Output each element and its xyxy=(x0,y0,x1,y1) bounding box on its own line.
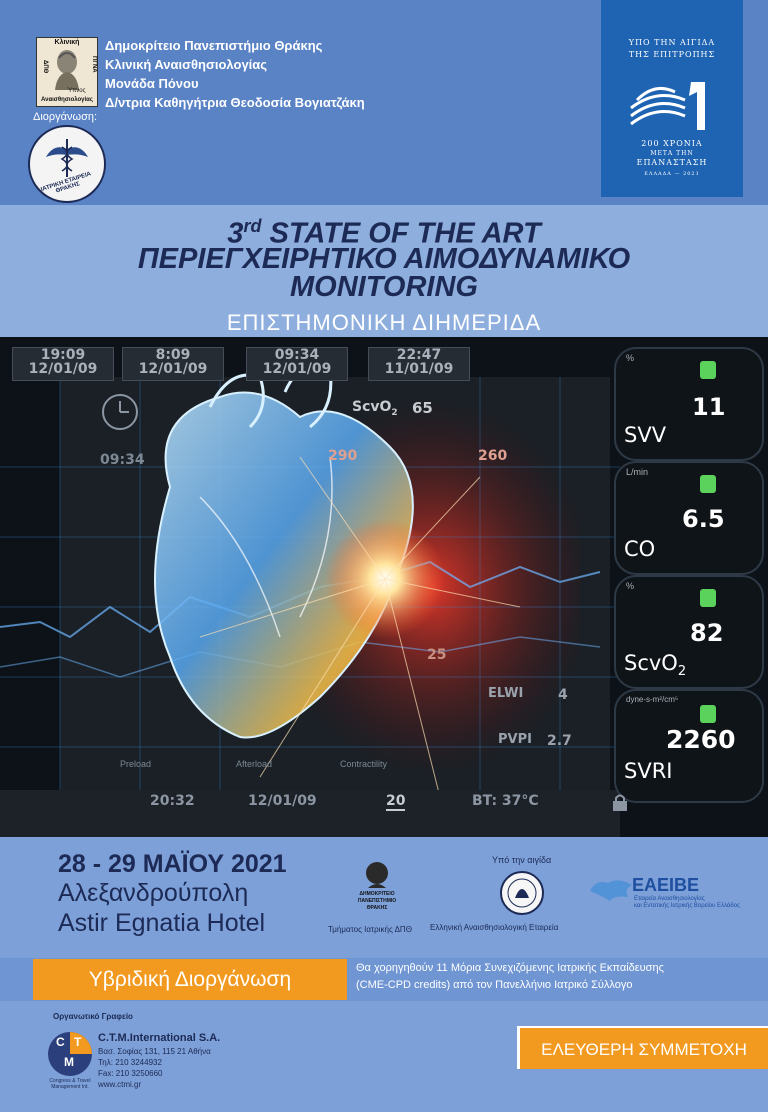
free-participation: ΕΛΕΥΘΕΡΗ ΣΥΜΜΕΤΟΧΗ xyxy=(517,1026,768,1069)
panel-svri-value: 2260 xyxy=(666,725,736,754)
bottom-bar-date: 12/01/09 xyxy=(248,793,317,809)
aegis-line6: ΕΛΛΑΔΑ — 2021 xyxy=(644,171,700,177)
office-web: www.ctmi.gr xyxy=(98,1080,142,1089)
inner-scvo2-text: ScvO xyxy=(352,399,392,415)
panel-svv-label xyxy=(624,423,666,447)
inner-pvpi-value: 2.7 xyxy=(547,733,572,749)
monitor-tab-1-time: 19:09 xyxy=(40,347,86,363)
monitor-panel-scvo2 xyxy=(614,575,764,689)
office-label: Οργανωτικό Γραφείο xyxy=(53,1012,133,1021)
ctm-letter-c: C xyxy=(56,1035,65,1049)
monitor-panel-svri xyxy=(614,689,764,803)
inner-scvo2-label xyxy=(352,399,398,418)
inner-small-afterload: Afterload xyxy=(236,759,273,769)
panel-svv-unit: % xyxy=(626,353,635,363)
clinic-logo xyxy=(36,37,98,107)
title-line2: ΠΕΡΙΕΓΧΕΙΡΗΤΙΚΟ ΑΙΜΟΔΥΝΑΜΙΚΟ xyxy=(137,243,631,275)
monitor-tab-3-time: 09:34 xyxy=(274,347,320,363)
office-fax: Fax: 210 3250660 xyxy=(98,1069,163,1078)
panel-co-unit: L/min xyxy=(626,467,649,477)
ctm-logo xyxy=(48,1032,92,1076)
event-venue: Astir Egnatia Hotel xyxy=(58,909,266,937)
ctm-letter-m: M xyxy=(64,1055,74,1069)
organizer-label: Διοργάνωση: xyxy=(33,111,98,123)
duth-line2: ΠΑΝΕΠΙΣΤΗΜΙΟ xyxy=(357,898,397,904)
duth-logo xyxy=(352,860,402,930)
event-city: Αλεξανδρούπολη xyxy=(58,879,249,907)
monitor-tab-2 xyxy=(122,347,224,381)
hellenic-anaesthesiology-logo-icon xyxy=(499,870,545,916)
monitor-tab-2-date: 12/01/09 xyxy=(138,361,208,377)
clinic-logo-right: ΠΓΝΑ xyxy=(91,56,97,73)
inner-value-290: 290 xyxy=(328,448,358,464)
aegis-line4: ΜΕΤΑ ΤΗΝ xyxy=(650,150,694,157)
monitor-tab-2-time: 8:09 xyxy=(155,347,191,363)
hybrid-label: Υβριδική Διοργάνωση xyxy=(33,959,347,1000)
aegis-1821-box xyxy=(601,0,743,197)
ctm-logo-caption: Congress & Travel Management Int. xyxy=(49,1078,91,1090)
header-lines xyxy=(105,36,365,112)
office-address: Βασ. Σοφίας 131, 115 21 Αθήνα xyxy=(98,1047,211,1056)
monitor-panel-svv xyxy=(614,347,764,461)
clinic-logo-bottom1: Ύπνος xyxy=(67,88,86,94)
subtitle: ΕΠΙΣΤΗΜΟΝΙΚΗ ΔΙΗΜΕΡΙΔΑ xyxy=(226,310,542,335)
monitor-tab-4 xyxy=(368,347,470,381)
bottom-bar-value: 20 xyxy=(386,793,406,809)
event-dates: 28 - 29 ΜΑΪΟΥ 2021 xyxy=(58,850,287,878)
panel-svri-label-text: SVRI xyxy=(624,759,673,783)
aegis-line2: ΤΗΣ ΕΠΙΤΡΟΠΗΣ xyxy=(628,50,716,59)
clinic-logo-top: Κλινική xyxy=(54,39,80,46)
inner-value-260: 260 xyxy=(478,448,508,464)
eaeibe-line1: Εταιρεία Αναισθησιολογίας xyxy=(634,896,705,902)
panel-svri-label xyxy=(624,759,672,783)
office-company: C.T.M.International S.A. xyxy=(98,1032,221,1044)
eaeibe-line2: και Εντατικής Ιατρικής Βορείου Ελλάδος xyxy=(634,903,740,909)
inner-elwi-label: ELWI xyxy=(488,686,524,701)
ctm-letter-t: T xyxy=(74,1035,82,1049)
title-band xyxy=(0,205,768,337)
aegis-label: Υπό την αιγίδα xyxy=(492,855,552,865)
panel-scvo2-label-text: ScvO xyxy=(624,651,678,675)
duth-line3: ΘΡΑΚΗΣ xyxy=(366,905,388,911)
medical-society-ring-text: ΙΑΤΡΙΚΗ ΕΤΑΙΡΕΙΑ ΘΡΑΚΗΣ xyxy=(40,171,92,195)
medical-society-logo xyxy=(28,125,106,203)
clinic-logo-bottom2: Αναισθησιολογίας xyxy=(41,97,93,103)
bottom-bar-bt: BT: 37°C xyxy=(472,793,539,809)
cme-line2: (CME-CPD credits) από τον Πανελλήνιο Ιατρικό Σύλλογο xyxy=(356,979,633,991)
header-line-pain-unit: Μονάδα Πόνου xyxy=(105,76,199,91)
title-state-of-the-art: STATE OF THE ART xyxy=(261,217,541,250)
panel-svv-label-text: SVV xyxy=(624,423,667,447)
aegis-line1: ΥΠΟ ΤΗΝ ΑΙΓΙΔΑ xyxy=(628,38,716,47)
inner-time-left: 09:34 xyxy=(100,452,145,468)
aegis-line3: 200 ΧΡΟΝΙΑ xyxy=(641,139,703,148)
inner-value-25: 25 xyxy=(427,647,447,663)
panel-svri-indicator-icon xyxy=(700,705,716,723)
panel-co-value: 6.5 xyxy=(682,505,725,533)
bottom-section xyxy=(0,837,768,1112)
eaeibe-name: ΕΑΕΙΒΕ xyxy=(632,875,700,895)
eaeibe-map-icon xyxy=(588,877,634,903)
panel-svv-value: 11 xyxy=(692,393,726,421)
panel-scvo2-indicator-icon xyxy=(700,589,716,607)
lock-icon xyxy=(610,792,630,812)
office-tel: Τηλ: 210 3244932 xyxy=(98,1058,162,1067)
monitor-tab-3-date: 12/01/09 xyxy=(262,361,332,377)
title-line3: MONITORING xyxy=(290,271,478,303)
bust-icon xyxy=(49,48,85,90)
monitor-tab-1 xyxy=(12,347,114,381)
1821-emblem-icon xyxy=(627,78,717,134)
header-line-director: Δ/ντρια Καθηγήτρια Θεοδοσία Βογιατζάκη xyxy=(105,95,365,110)
monitor-tab-4-time: 22:47 xyxy=(396,347,442,363)
panel-scvo2-label xyxy=(624,651,686,679)
duth-line1: ΔΗΜΟΚΡΙΤΕΙΟ xyxy=(359,891,395,897)
panel-svri-unit: dyne-s-m²/cm⁵ xyxy=(626,695,679,704)
monitor-panel-co xyxy=(614,461,764,575)
panel-scvo2-unit: % xyxy=(626,581,635,591)
panel-co-label-text: CO xyxy=(624,537,656,561)
monitor-tab-3 xyxy=(246,347,348,381)
inner-small-contractility: Contractility xyxy=(340,759,388,769)
inner-small-preload: Preload xyxy=(120,759,152,769)
inner-scvo2-sub: 2 xyxy=(391,407,398,418)
header-line-university: Δημοκρίτειο Πανεπιστήμιο Θράκης xyxy=(105,38,323,53)
democritus-head-icon xyxy=(362,860,392,890)
hero-image xyxy=(0,337,768,837)
panel-co-indicator-icon xyxy=(700,475,716,493)
clinic-logo-left: ΔΠΘ xyxy=(42,60,48,74)
panel-scvo2-value: 82 xyxy=(690,619,724,647)
panel-scvo2-label-sub: 2 xyxy=(677,664,687,680)
panel-co-label xyxy=(624,537,655,561)
aegis-line5: ΕΠΑΝΑΣΤΑΣΗ xyxy=(636,158,708,167)
header-line-clinic: Κλινική Αναισθησιολογίας xyxy=(105,57,268,72)
monitor-tab-1-date: 12/01/09 xyxy=(28,361,98,377)
inner-scvo2-value: 65 xyxy=(412,399,433,417)
hellenic-caption: Ελληνική Αναισθησιολογική Εταιρεία xyxy=(430,923,559,932)
title-ordinal-suffix: rd xyxy=(243,216,262,236)
title-ordinal: 3 xyxy=(227,217,244,250)
inner-pvpi-label: PVPI xyxy=(498,732,532,747)
header xyxy=(0,0,768,205)
bottom-bar-time: 20:32 xyxy=(150,793,195,809)
inner-elwi-value: 4 xyxy=(558,687,568,703)
duth-caption: Τμήματος Ιατρικής ΔΠΘ xyxy=(328,925,412,934)
cme-line1: Θα χορηγηθούν 11 Μόρια Συνεχιζόμενης Ιατρικής Εκπαίδευσης xyxy=(356,962,664,974)
monitor-tab-4-date: 11/01/09 xyxy=(384,361,454,377)
panel-svv-indicator-icon xyxy=(700,361,716,379)
